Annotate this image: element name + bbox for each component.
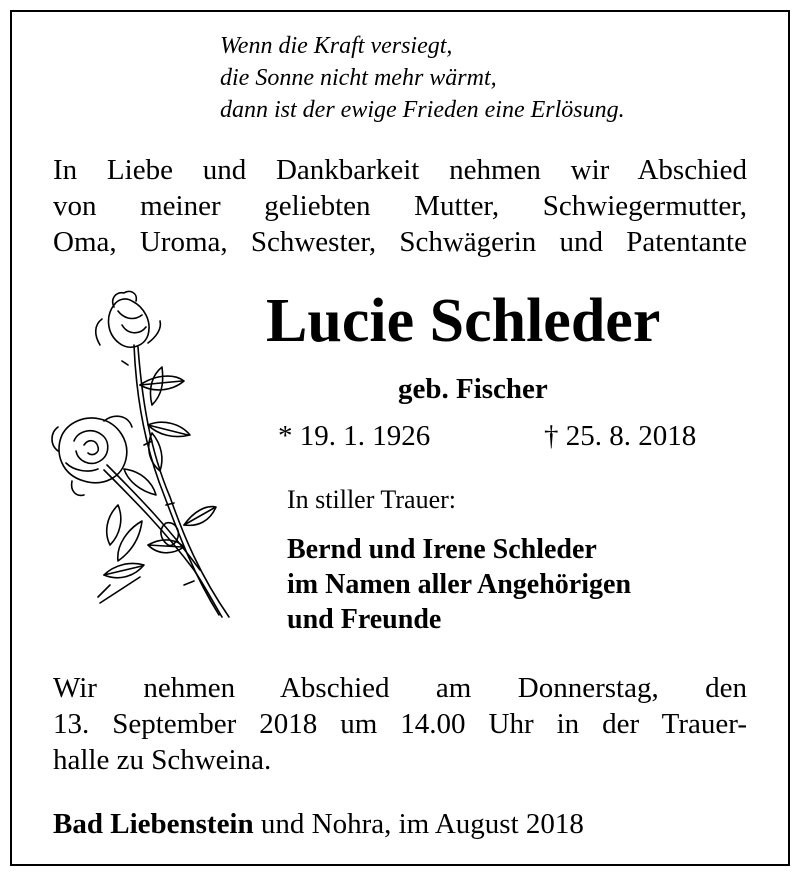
closing-place: Bad Liebenstein bbox=[53, 808, 254, 840]
poem bbox=[220, 30, 760, 126]
intro-line: von meiner geliebten Mutter, Schwiegermutter, bbox=[53, 190, 747, 222]
poem-line: dann ist der ewige Frieden eine Erlösung. bbox=[220, 97, 625, 123]
funeral-text bbox=[53, 670, 747, 778]
mourner-line: Bernd und Irene Schleder bbox=[287, 534, 597, 565]
mourning-heading: In stiller Trauer: bbox=[287, 485, 456, 514]
funeral-line: Wir nehmen Abschied am Donnerstag, den bbox=[53, 672, 747, 704]
intro-line: In Liebe und Dankbarkeit nehmen wir Abschied bbox=[53, 154, 747, 186]
funeral-line: halle zu Schweina. bbox=[53, 744, 272, 776]
mourner-line: im Namen aller Angehörigen bbox=[287, 569, 632, 600]
intro-line: Oma, Uroma, Schwester, Schwägerin und Patentante bbox=[53, 226, 747, 258]
birth-date: * 19. 1. 1926 bbox=[278, 420, 431, 452]
mourner-line: und Freunde bbox=[287, 604, 442, 635]
intro-text bbox=[53, 152, 747, 260]
poem-line: die Sonne nicht mehr wärmt, bbox=[220, 65, 497, 91]
poem-line: Wenn die Kraft versiegt, bbox=[220, 33, 453, 59]
closing-rest: und Nohra, im August 2018 bbox=[253, 808, 584, 840]
closing-line bbox=[53, 806, 584, 842]
mourners-list bbox=[287, 532, 631, 637]
funeral-line: 13. September 2018 um 14.00 Uhr in der Trauer- bbox=[53, 708, 747, 740]
rose-drawing-icon bbox=[44, 285, 244, 635]
death-date: † 25. 8. 2018 bbox=[544, 420, 697, 452]
deceased-name: Lucie Schleder bbox=[266, 287, 661, 355]
birth-name: geb. Fischer bbox=[398, 373, 548, 405]
